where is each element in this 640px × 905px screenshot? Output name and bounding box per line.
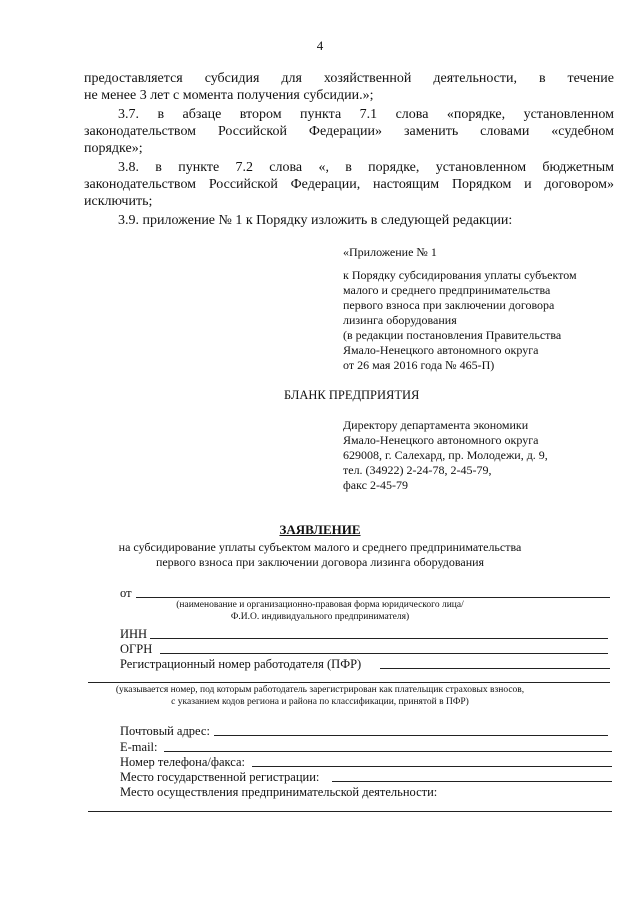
pfr-input-line[interactable] [380, 668, 610, 669]
statement-title: ЗАЯВЛЕНИЕ [279, 522, 361, 537]
reg-place-label: Место государственной регистрации: [120, 770, 320, 784]
paragraph-3-9: 3.9. приложение № 1 к Порядку изложить в следующей редакции: [118, 213, 513, 228]
blank-header: БЛАНК ПРЕДПРИЯТИЯ [284, 388, 420, 402]
addressee-line: факс 2-45-79 [343, 478, 408, 492]
paragraph-1-line-2: не менее 3 лет с момента получения субсидии.»; [84, 88, 374, 103]
from-note-2: Ф.И.О. индивидуального предпринимателя) [230, 612, 410, 622]
addressee-line: Ямало-Ненецкого автономного округа [343, 433, 539, 447]
inn-input-line[interactable] [150, 638, 608, 639]
paragraph-3-7-line-3: порядке»; [84, 141, 143, 156]
paragraph-3-8-line-3: исключить; [84, 194, 153, 209]
paragraph-1-line-1: предоставляется субсидия для хозяйственной деятельности, в течение [84, 71, 614, 86]
addressee-line: Директору департамента экономики [343, 418, 529, 432]
addressee-line: тел. (34922) 2-24-78, 2-45-79, [343, 463, 492, 477]
postal-label: Почтовый адрес: [120, 724, 210, 738]
pfr-input-line-2[interactable] [88, 682, 610, 683]
appendix-line: малого и среднего предпринимательства [343, 283, 551, 297]
appendix-line: к Порядку субсидирования уплаты субъектом [343, 268, 577, 282]
paragraph-3-8-line-2: законодательством Российской Федерации, настоящим Порядком и договором» [84, 177, 614, 192]
from-label: от [120, 586, 132, 600]
postal-input-line[interactable] [214, 735, 608, 736]
email-label: E-mail: [120, 740, 158, 754]
email-input-line[interactable] [164, 751, 612, 752]
statement-subtitle-2: первого взноса при заключении договора лизинга оборудования [155, 555, 485, 569]
pfr-label: Регистрационный номер работодателя (ПФР) [120, 657, 362, 671]
paragraph-3-8-line-1: 3.8. в пункте 7.2 слова «, в порядке, установленном бюджетным [118, 160, 614, 175]
inn-label: ИНН [120, 627, 148, 641]
paragraph-3-7-line-1: 3.7. в абзаце втором пункта 7.1 слова «порядке, установленном [118, 107, 614, 122]
paragraph-3-7-line-2: законодательством Российской Федерации» заменить словами «судебном [84, 124, 614, 139]
from-note-1: (наименование и организационно-правовая форма юридического лица/ [176, 600, 464, 610]
activity-label: Место осуществления предпринимательской деятельности: [120, 785, 438, 799]
ogrn-input-line[interactable] [160, 653, 608, 654]
appendix-line: первого взноса при заключении договора [343, 298, 555, 312]
statement-subtitle-1: на субсидирование уплаты субъектом малого и среднего предпринимательства [118, 540, 522, 554]
phone-label: Номер телефона/факса: [120, 755, 246, 769]
pfr-note-2: с указанием кодов региона и района по классификации, принятой в ПФР) [171, 697, 469, 707]
from-input-line[interactable] [136, 597, 610, 598]
appendix-line: от 26 мая 2016 года № 465-П) [343, 358, 495, 372]
ogrn-label: ОГРН [120, 642, 153, 656]
page-number: 4 [316, 38, 324, 53]
appendix-line: лизинга оборудования [343, 313, 457, 327]
addressee-line: 629008, г. Салехард, пр. Молодежи, д. 9, [343, 448, 548, 462]
appendix-title: «Приложение № 1 [343, 245, 437, 259]
activity-input-line[interactable] [88, 811, 612, 812]
phone-input-line[interactable] [252, 766, 612, 767]
reg-place-input-line[interactable] [332, 781, 612, 782]
appendix-line: Ямало-Ненецкого автономного округа [343, 343, 539, 357]
appendix-line: (в редакции постановления Правительства [343, 328, 562, 342]
pfr-note-1: (указывается номер, под которым работодатель зарегистрирован как плательщик страховых взносов, [115, 685, 525, 695]
